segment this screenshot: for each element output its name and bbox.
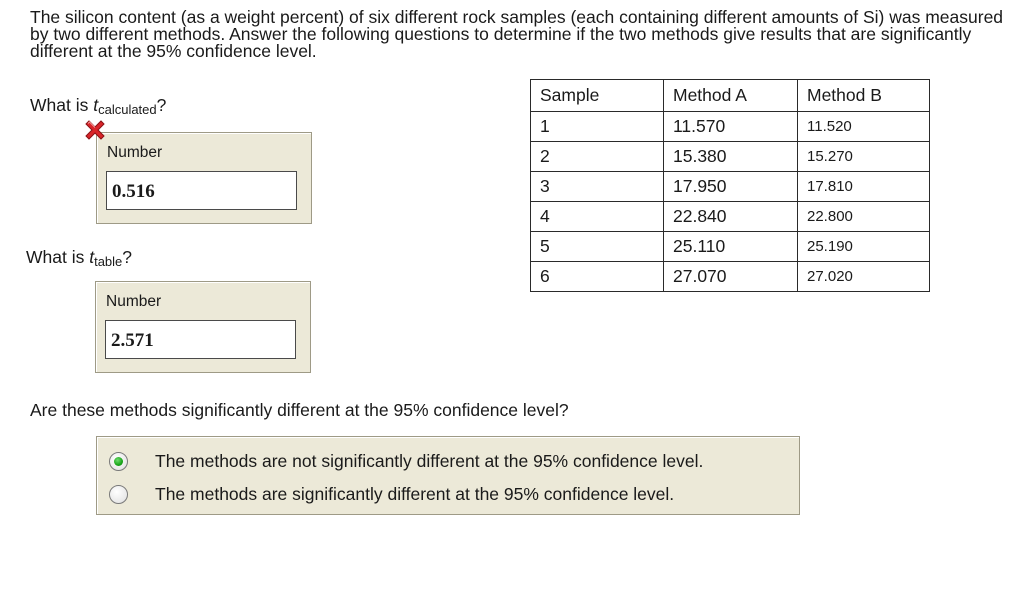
cell-method-a: 27.070	[664, 262, 798, 292]
cell-method-b: 27.020	[798, 262, 930, 292]
radio-button-selected[interactable]	[109, 452, 128, 471]
t-calculated-input[interactable]: 0.516	[106, 171, 297, 210]
variable-t: t	[89, 247, 95, 267]
table-row	[531, 232, 930, 262]
variable-subscript: calculated	[98, 102, 157, 117]
variable-t: t	[93, 95, 99, 115]
choice-significant[interactable]	[109, 482, 674, 506]
table-row	[531, 112, 930, 142]
cell-sample: 2	[531, 142, 664, 172]
cell-method-a: 17.950	[664, 172, 798, 202]
choice-label: The methods are significantly different at the 95% confidence level.	[155, 483, 675, 504]
cell-sample: 4	[531, 202, 664, 232]
cell-method-a: 11.570	[664, 112, 798, 142]
cell-method-a: 22.840	[664, 202, 798, 232]
cell-sample: 1	[531, 112, 664, 142]
variable-subscript: table	[94, 254, 123, 269]
question-t-calculated	[30, 95, 166, 117]
choice-not-significant[interactable]	[109, 449, 703, 473]
question-significance: Are these methods significantly different at the 95% confidence level?	[30, 400, 569, 420]
table-header-row	[531, 80, 930, 112]
cell-sample: 5	[531, 232, 664, 262]
question-prefix: What is	[30, 95, 94, 115]
cell-sample: 6	[531, 262, 664, 292]
wrong-x-icon	[82, 117, 108, 143]
cell-method-b: 11.520	[798, 112, 930, 142]
significance-choices	[96, 436, 800, 515]
t-table-answer-box	[95, 281, 311, 373]
question-suffix: ?	[156, 95, 167, 115]
number-label: Number	[106, 293, 162, 310]
header-method-a: Method A	[664, 80, 798, 112]
cell-method-b: 17.810	[798, 172, 930, 202]
table-row	[531, 142, 930, 172]
table-row	[531, 202, 930, 232]
question-t-table	[26, 247, 132, 269]
question-suffix: ?	[122, 247, 133, 267]
cell-method-a: 15.380	[664, 142, 798, 172]
cell-method-b: 22.800	[798, 202, 930, 232]
t-table-input[interactable]: 2.571	[105, 320, 296, 359]
cell-sample: 3	[531, 172, 664, 202]
question-prefix: What is	[26, 247, 90, 267]
table-row	[531, 262, 930, 292]
t-calculated-answer-box	[96, 132, 312, 224]
cell-method-b: 15.270	[798, 142, 930, 172]
choice-label: The methods are not significantly different at the 95% confidence level.	[155, 450, 704, 471]
cell-method-b: 25.190	[798, 232, 930, 262]
cell-method-a: 25.110	[664, 232, 798, 262]
number-label: Number	[107, 144, 163, 161]
problem-statement: The silicon content (as a weight percent) of six different rock samples (each containing different amounts of Si) was measured by two different methods. Answer the following questions to determine if the two methods give results that are significantly different at the 95% confidence level.	[30, 7, 1004, 61]
table-row	[531, 172, 930, 202]
silicon-data-table	[530, 79, 930, 292]
radio-button[interactable]	[109, 485, 128, 504]
header-sample: Sample	[531, 80, 664, 112]
header-method-b: Method B	[798, 80, 930, 112]
